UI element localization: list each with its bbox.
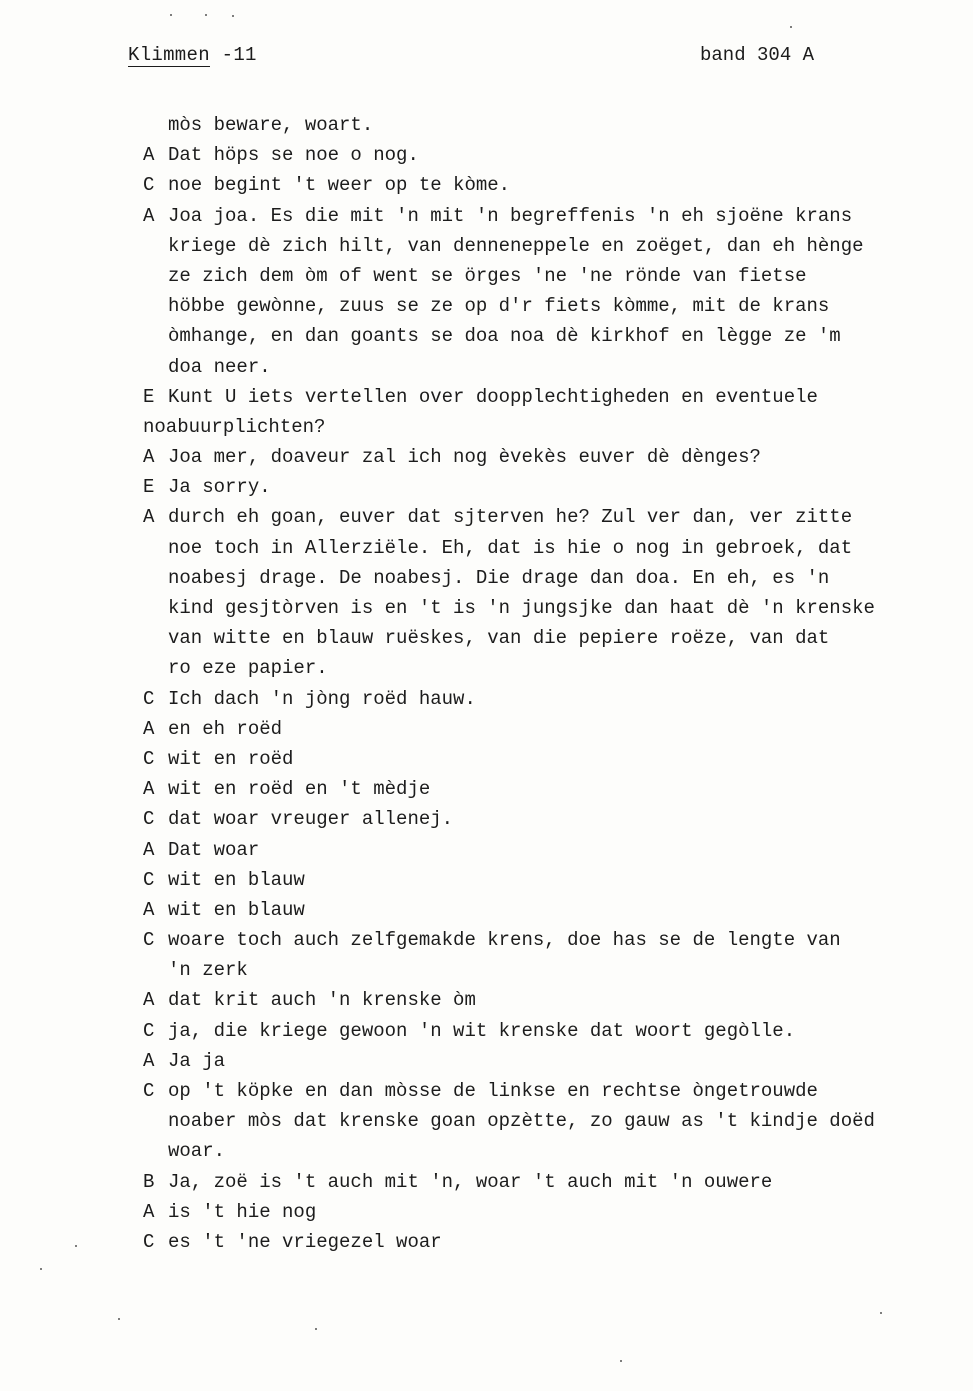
speaker-label: A — [143, 1049, 155, 1072]
transcript-line — [143, 231, 953, 261]
speaker-label: C — [143, 747, 155, 770]
line-text: ro eze papier. — [168, 657, 328, 680]
scan-speck — [790, 26, 792, 28]
speaker-label: E — [143, 476, 155, 499]
transcript-line — [143, 955, 953, 985]
transcript-line — [143, 170, 953, 200]
transcript-line — [143, 744, 953, 774]
transcript-line — [143, 321, 953, 351]
line-text: dat krit auch 'n krenske òm — [168, 989, 476, 1012]
speaker-label: C — [143, 929, 155, 952]
transcript-line — [143, 1046, 953, 1076]
scan-speck — [40, 1268, 42, 1270]
line-text: Ja, zoë is 't auch mit 'n, woar 't auch mit 'n ouwere — [168, 1170, 773, 1193]
line-text: mòs beware, woart. — [168, 114, 374, 136]
scan-speck — [620, 1360, 622, 1362]
line-text: wit en blauw — [168, 868, 305, 891]
transcript-line — [143, 1197, 953, 1227]
transcript-line — [143, 533, 953, 563]
transcript-line — [143, 593, 953, 623]
speaker-label: E — [143, 385, 155, 408]
line-text: Ja ja — [168, 1049, 226, 1072]
line-text: noaber mòs dat krenske goan opzètte, zo gauw as 't kindje doëd — [168, 1110, 875, 1133]
line-text: Ich dach 'n jòng roëd hauw. — [168, 687, 476, 710]
transcript-line — [143, 653, 953, 683]
line-text: wit en roëd en 't mèdje — [168, 778, 431, 801]
transcript-line — [143, 382, 953, 412]
transcript-line — [143, 140, 953, 170]
transcript-line — [143, 684, 953, 714]
speaker-label: A — [143, 838, 155, 861]
speaker-label: A — [143, 506, 155, 529]
line-text: 'n zerk — [168, 959, 248, 982]
transcript-line — [143, 774, 953, 804]
transcript-line — [143, 714, 953, 744]
line-text: òmhange, en dan goants se doa noa dè kirkhof en lègge ze 'm — [168, 325, 841, 348]
speaker-label: A — [143, 204, 155, 227]
speaker-label: A — [143, 717, 155, 740]
transcript-line — [143, 563, 953, 593]
scan-speck — [170, 14, 172, 16]
transcript-line — [143, 472, 953, 502]
line-text: Joa joa. Es die mit 'n mit 'n begreffenis 'n eh sjoëne krans — [168, 204, 853, 227]
transcript-line — [143, 1016, 953, 1046]
line-text: Ja sorry. — [168, 476, 271, 499]
line-text: woar. — [168, 1140, 226, 1163]
line-text: Dat woar — [168, 838, 260, 861]
transcript-line — [143, 1106, 953, 1136]
line-text: is 't hie nog — [168, 1200, 317, 1223]
scan-speck — [205, 14, 207, 16]
transcript-line — [143, 291, 953, 321]
line-text: ze zich dem òm of went se örges 'ne 'ne rönde van fietse — [168, 264, 807, 287]
speaker-label: A — [143, 446, 155, 469]
transcript-line — [143, 1136, 953, 1166]
transcript-line — [143, 261, 953, 291]
line-text: wit en blauw — [168, 898, 305, 921]
document-title: Klimmen — [128, 44, 210, 66]
speaker-label: A — [143, 989, 155, 1012]
line-text: es 't 'ne vriegezel woar — [168, 1230, 442, 1253]
line-text: durch eh goan, euver dat sjterven he? Zul ver dan, ver zitte — [168, 506, 853, 529]
speaker-label: C — [143, 868, 155, 891]
speaker-label: B — [143, 1170, 155, 1193]
transcript-line — [143, 985, 953, 1015]
transcript-line — [143, 895, 953, 925]
transcript-line — [143, 201, 953, 231]
speaker-label: C — [143, 1080, 155, 1102]
transcript-line — [143, 442, 953, 472]
speaker-label: A — [143, 1200, 155, 1223]
line-text: van witte en blauw ruëskes, van die pepiere roëze, van dat — [168, 627, 830, 650]
line-text: wit en roëd — [168, 747, 294, 770]
band-label: band 304 A — [700, 44, 815, 66]
line-text: op 't köpke en dan mòsse de linkse en rechtse òngetrouwde — [168, 1080, 818, 1102]
line-text: Dat höps se noe o nog. — [168, 144, 419, 167]
transcript-line — [143, 502, 953, 532]
transcript-line — [143, 412, 953, 442]
speaker-label: A — [143, 898, 155, 921]
page-header-title — [128, 44, 257, 66]
line-text: noe toch in Allerziële. Eh, dat is hie o nog in gebroek, dat — [168, 536, 853, 559]
scan-speck — [315, 1328, 317, 1330]
transcript-body — [143, 110, 953, 1257]
speaker-label: C — [143, 1230, 155, 1253]
transcript-line — [143, 110, 953, 140]
speaker-label: A — [143, 144, 155, 167]
speaker-label: A — [143, 778, 155, 801]
line-text: doa neer. — [168, 355, 271, 378]
line-text: dat woar vreuger allenej. — [168, 808, 454, 831]
line-text: noabesj drage. De noabesj. Die drage dan doa. En eh, es 'n — [168, 566, 830, 589]
line-text: Kunt U iets vertellen over doopplechtigheden en eventuele — [168, 385, 818, 408]
line-text: en eh roëd — [168, 717, 283, 740]
line-text: höbbe gewònne, zuus se ze op d'r fiets kòmme, mit de krans — [168, 295, 830, 318]
line-text: noabuurplichten? — [143, 415, 326, 438]
transcript-line — [143, 623, 953, 653]
scan-speck — [118, 1318, 120, 1320]
line-text: kind gesjtòrven is en 't is 'n jungsjke dan haat dè 'n krenske — [168, 597, 875, 619]
transcript-line — [143, 804, 953, 834]
page-number: -11 — [209, 44, 257, 66]
transcript-line — [143, 1076, 953, 1106]
line-text: noe begint 't weer op te kòme. — [168, 174, 511, 197]
line-text: ja, die kriege gewoon 'n wit krenske dat woort gegòlle. — [168, 1019, 796, 1042]
scan-speck — [232, 15, 234, 17]
line-text: kriege dè zich hilt, van denneneppele en zoëget, dan eh hènge — [168, 234, 864, 257]
transcript-line — [143, 1227, 953, 1257]
speaker-label: C — [143, 687, 155, 710]
scan-speck — [880, 1312, 882, 1314]
line-text: woare toch auch zelfgemakde krens, doe has se de lengte van — [168, 929, 841, 952]
speaker-label: C — [143, 808, 155, 831]
transcript-line — [143, 1167, 953, 1197]
line-text: Joa mer, doaveur zal ich nog èvekès euver dè dènges? — [168, 446, 761, 469]
transcript-line — [143, 865, 953, 895]
speaker-label: C — [143, 174, 155, 197]
transcript-line — [143, 925, 953, 955]
scan-speck — [75, 1245, 77, 1247]
transcript-line — [143, 352, 953, 382]
speaker-label: C — [143, 1019, 155, 1042]
transcript-line — [143, 835, 953, 865]
